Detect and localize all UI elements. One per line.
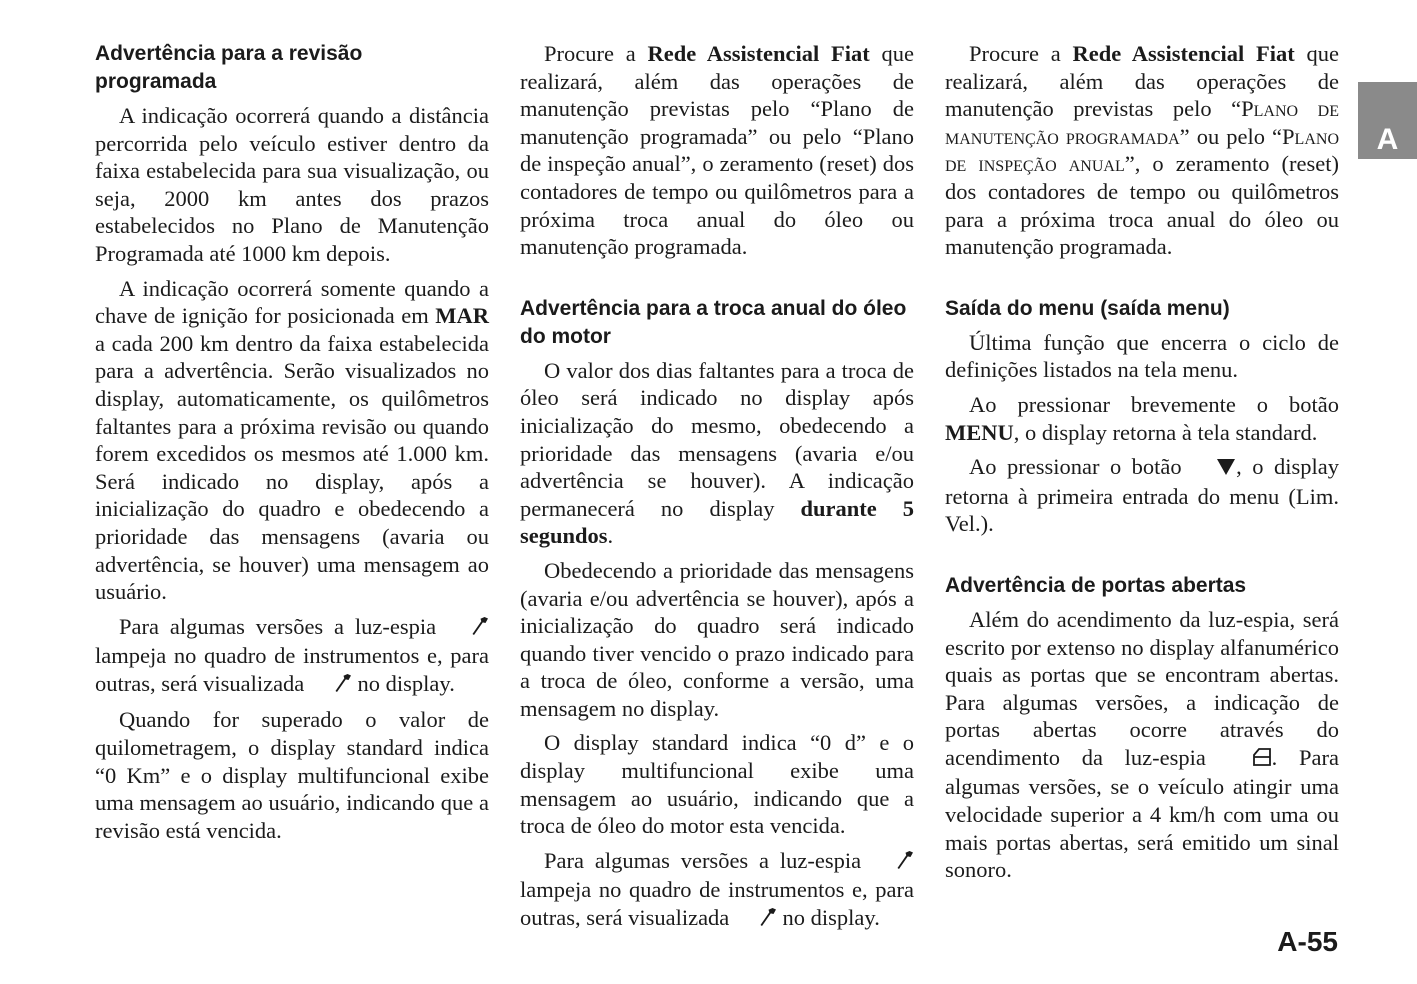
paragraph: Última função que encerra o ciclo de definições listados na tela menu. [945, 329, 1339, 383]
heading-troca-oleo: Advertência para a troca anual do óleo do motor [520, 296, 907, 348]
paragraph: O display standard indica “0 d” e o display multifuncional exibe uma mensagem ao usuário, indicando que a troca de óleo do motor esta vencida. [520, 730, 914, 839]
paragraph: Para algumas versões a luz-espia lampeja no quadro de instrumentos e, para outras, será visualizada no display. [520, 847, 914, 934]
down-triangle-icon [1192, 455, 1236, 483]
heading-revisao-programada: Advertência para a revisão programada [95, 42, 363, 93]
wrench-icon [447, 615, 489, 643]
paragraph: Obedecendo a prioridade das mensagens (avaria e/ou advertência se houver), após a inicialização do quadro será indicado quando tiver vencido o prazo indicado para a troca de óleo, conforme a versão, uma mensagem no display. [520, 557, 914, 721]
wrench-icon [872, 849, 914, 877]
column-3 [945, 40, 1339, 891]
column-2 [520, 40, 914, 941]
paragraph: Quando for superado o valor de quilometragem, o display standard indica “0 Km” e o display multifuncional exibe uma mensagem ao usuário, indicando que a revisão está vencida. [95, 707, 489, 843]
open-door-icon [1228, 746, 1272, 774]
wrench-icon [310, 672, 352, 700]
paragraph: Ao pressionar brevemente o botão MENU, o display retorna à tela standard. [945, 391, 1339, 445]
column-1 [95, 40, 489, 851]
paragraph: Além do acendimento da luz-espia, será escrito por extenso no display alfanumérico quais as portas que se encontram abertas. Para algumas versões, a indicação de portas abertas ocorre através do acendimento da luz-espia . Para algumas versões, se o veículo atingir uma velocidade superior a 4 km/h com uma ou mais portas abertas, será emitido um sinal sonoro. [945, 606, 1339, 883]
paragraph: A indicação ocorrerá somente quando a chave de ignição for posicionada em MAR a cada 200 km dentro da faixa estabelecida para a advertência. Serão visualizados no display, automaticamente, os quilômetros faltantes para a próxima revisão ou quando forem excedidos os mesmos até 1.000 km. Será indicado no display, após a inicialização do quadro e obedecendo a prioridade das mensagens (avaria ou advertência, se houver) uma mensagem ao usuário. [95, 275, 489, 605]
paragraph: Para algumas versões a luz-espia lampeja no quadro de instrumentos e, para outras, será visualizada no display. [95, 613, 489, 700]
heading-saida-menu: Saída do menu (saída menu) [945, 296, 1230, 320]
wrench-icon [735, 906, 777, 934]
paragraph: A indicação ocorrerá quando a distância percorrida pelo veículo estiver dentro da faixa estabelecida para sua visualização, ou seja, 2000 km antes dos prazos estabelecidos no Plano de Manutenção Programada até 1000 km depois. [95, 103, 489, 266]
paragraph: Procure a Rede Assistencial Fiat que realizará, além das operações de manutenção previstas pelo “Plano de manutenção programada” ou pelo “Plano de inspeção anual”, o zeramento (reset) dos contadores de tempo ou quilômetros para a próxima troca anual do óleo ou manutenção programada. [945, 41, 1339, 260]
paragraph: Ao pressionar o botão , o display retorna à primeira entrada do menu (Lim. Vel.). [945, 454, 1339, 537]
page-number: A-55 [1277, 926, 1338, 957]
heading-portas-abertas: Advertência de portas abertas [945, 573, 1247, 597]
paragraph: Procure a Rede Assistencial Fiat que realizará, além das operações de manutenção previstas pelo “Plano de manutenção programada” ou pelo “Plano de inspeção anual”, o zeramento (reset) dos contadores de tempo ou quilômetros para a próxima troca anual do óleo ou manutenção programada. [520, 41, 914, 260]
paragraph: O valor dos dias faltantes para a troca de óleo será indicado no display após inicialização do mesmo, obedecendo a prioridade das mensagens (avaria e/ou advertência se houver). A indicação permanecerá no display durante 5 segundos. [520, 357, 914, 549]
section-tab: A [1358, 82, 1417, 159]
